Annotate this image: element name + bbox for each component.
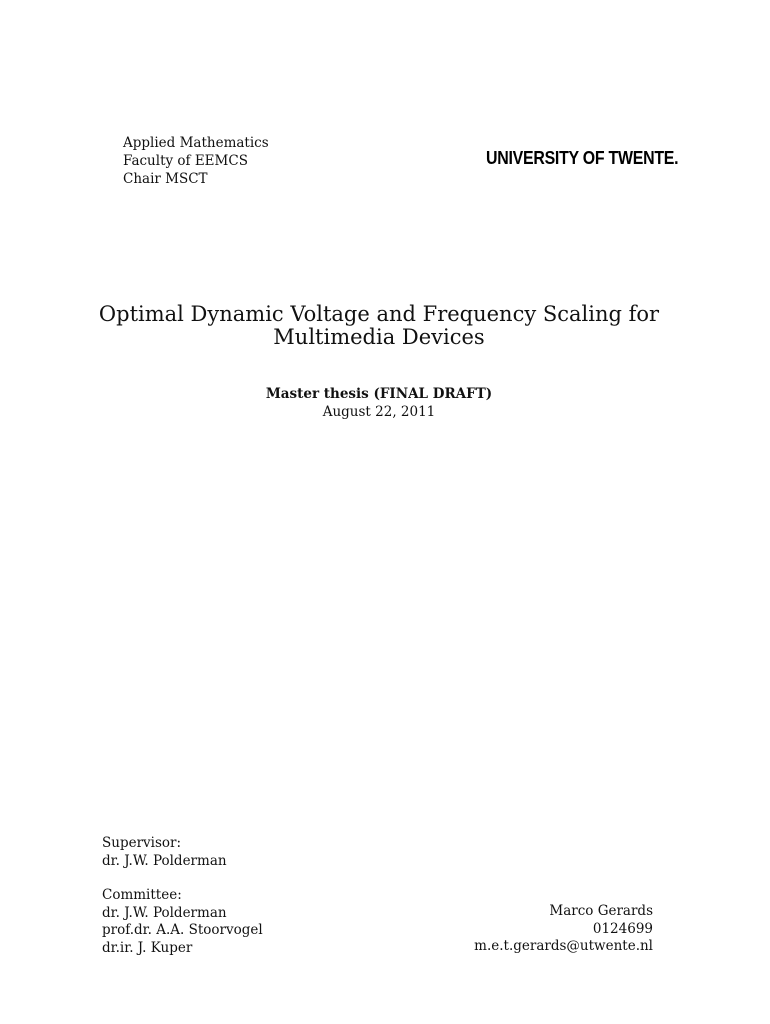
university-logo: UNIVERSITY OF TWENTE. <box>486 147 679 168</box>
committee-block <box>102 887 263 957</box>
author-student-number: 0124699 <box>592 920 653 937</box>
affiliation-department: Applied Mathematics <box>123 135 269 151</box>
thesis-subtitle <box>0 385 758 421</box>
supervisor-label: Supervisor: <box>102 835 182 851</box>
supervisor-block <box>102 835 227 870</box>
affiliation-chair: Chair MSCT <box>123 171 208 187</box>
author-block <box>474 903 653 956</box>
committee-member: dr. J.W. Polderman <box>102 904 227 921</box>
affiliation-faculty: Faculty of EEMCS <box>123 153 248 169</box>
author-email: m.e.t.gerards@utwente.nl <box>474 938 653 954</box>
thesis-date: August 22, 2011 <box>322 404 436 420</box>
committee-label: Committee: <box>102 887 182 903</box>
thesis-title <box>0 303 758 349</box>
supervisor-name: dr. J.W. Polderman <box>102 852 227 869</box>
thesis-title-line-2: Multimedia Devices <box>273 325 485 349</box>
thesis-title-line-1: Optimal Dynamic Voltage and Frequency Scaling for <box>98 302 660 326</box>
thesis-type: Master thesis (FINAL DRAFT) <box>265 386 493 402</box>
affiliation-block <box>123 134 269 188</box>
author-name: Marco Gerards <box>549 903 653 919</box>
committee-member: dr.ir. J. Kuper <box>102 939 193 956</box>
committee-member: prof.dr. A.A. Stoorvogel <box>102 922 263 938</box>
